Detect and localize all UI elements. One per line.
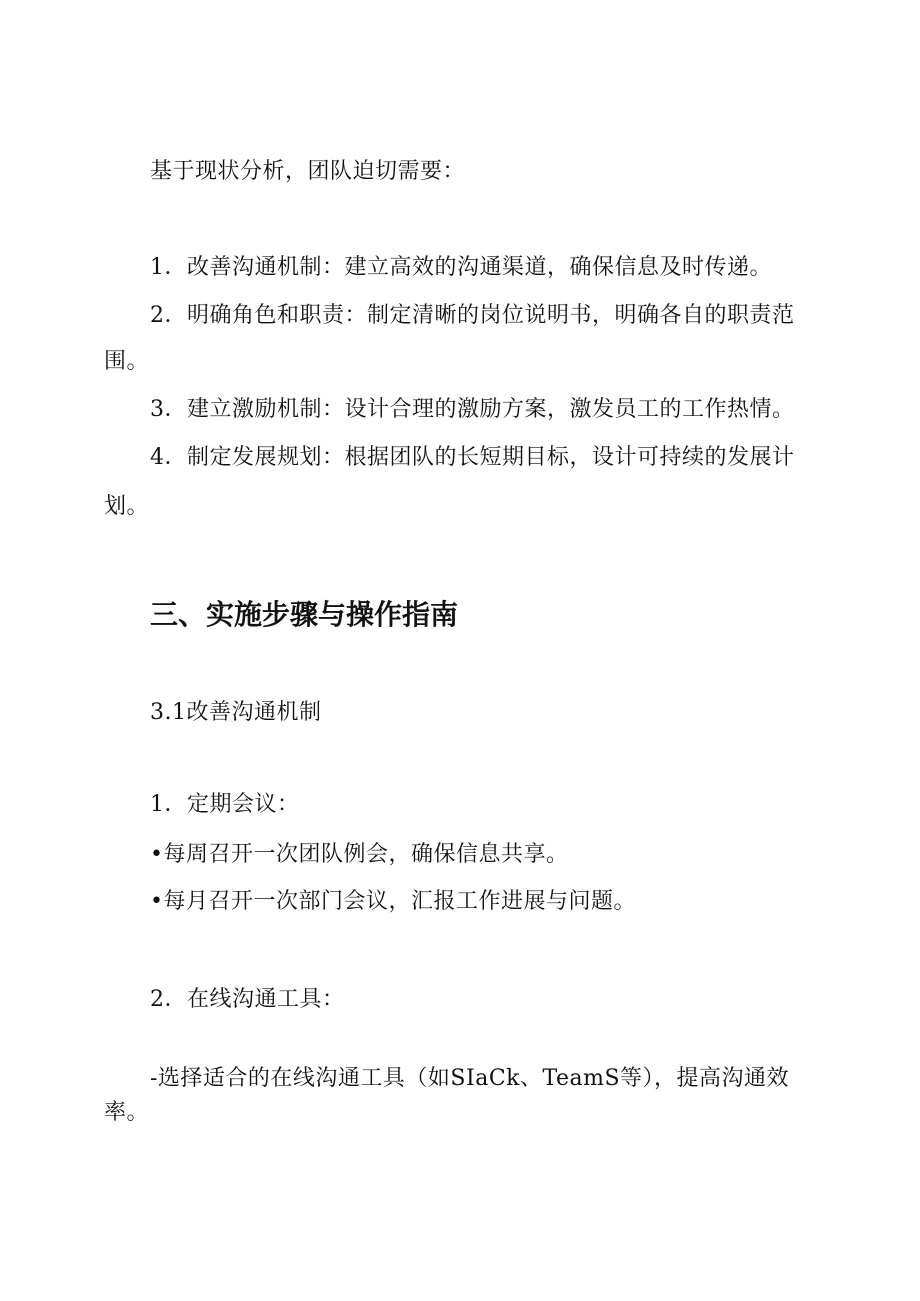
need-item-2-line-2: 围。 [104, 349, 150, 374]
intro-paragraph: 基于现状分析，团队迫切需要： [150, 159, 466, 184]
item-1-title: 1．定期会议： [150, 792, 300, 817]
item-2-desc-line-2: 率。 [104, 1100, 150, 1125]
bullet-item-1: •每周召开一次团队例会，确保信息共享。 [150, 842, 569, 867]
need-item-1: 1．改善沟通机制：建立高效的沟通渠道，确保信息及时传递。 [150, 255, 772, 280]
need-item-4-line-2: 划。 [104, 494, 150, 519]
item-2-desc-line-1: -选择适合的在线沟通工具（如SIaCk、TeamS等），提高沟通效 [150, 1066, 790, 1091]
section-subheading: 3.1改善沟通机制 [150, 700, 322, 725]
item-2-title: 2．在线沟通工具： [150, 987, 345, 1012]
bullet-item-2: •每月召开一次部门会议，汇报工作进展与问题。 [150, 889, 636, 914]
section-heading: 三、实施步骤与操作指南 [150, 598, 459, 631]
need-item-4-line-1: 4．制定发展规划：根据团队的长短期目标，设计可持续的发展计 [150, 445, 795, 470]
need-item-2-line-1: 2．明确角色和职责：制定清晰的岗位说明书，明确各自的职责范 [150, 303, 795, 328]
need-item-3: 3．建立激励机制：设计合理的激励方案，激发员工的工作热情。 [150, 397, 795, 422]
